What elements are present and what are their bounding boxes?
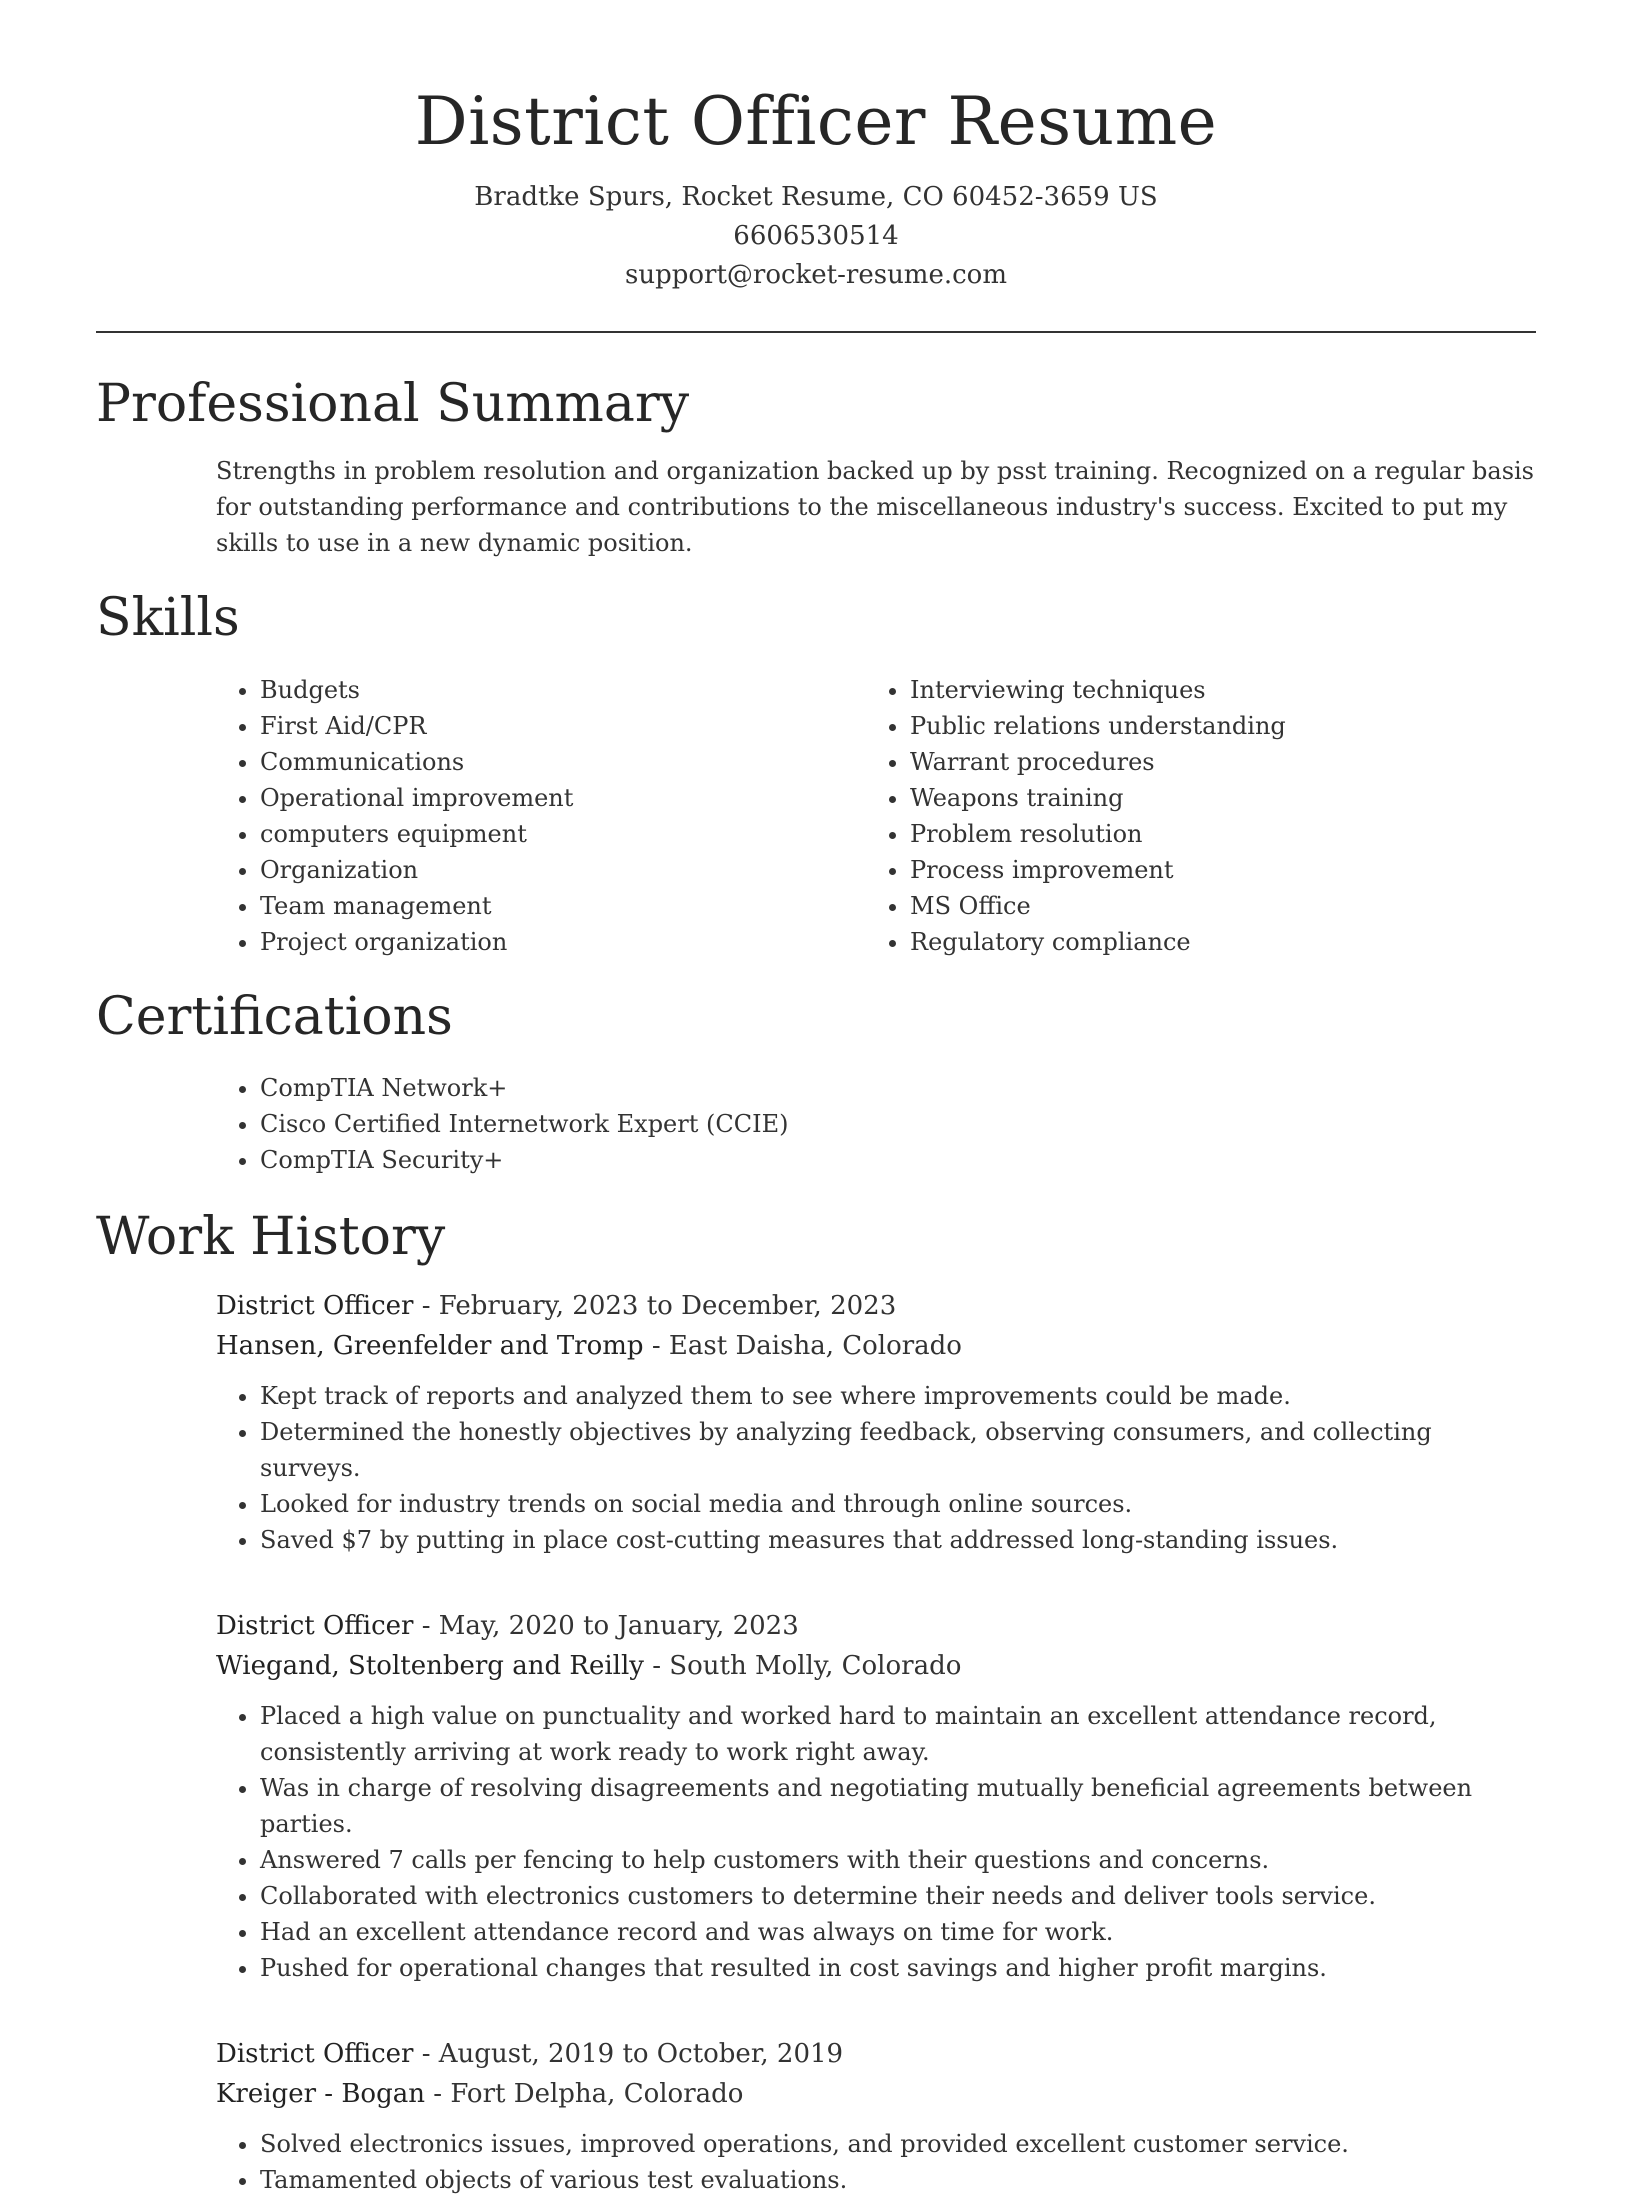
- job-duty: • Saved $7 by putting in place cost-cutting measures that addressed long-standing issues.: [260, 1522, 1536, 1558]
- job-title-line: District Officer - August, 2019 to October, 2019: [216, 2039, 844, 2070]
- resume-header: [96, 0, 1536, 295]
- section-heading-skills: Skills: [96, 588, 240, 649]
- job-duties-list: [216, 2126, 1536, 2198]
- certification-item: • Cisco Certified Internetwork Expert (CCIE): [260, 1106, 1536, 1142]
- header-divider: [96, 331, 1536, 333]
- job-company: Kreiger - Bogan: [216, 2079, 425, 2110]
- skill-item: • Operational improvement: [260, 780, 866, 816]
- skill-item: • Team management: [260, 888, 866, 924]
- contact-address: Bradtke Spurs, Rocket Resume, CO 60452-3659 US: [474, 181, 1158, 212]
- job-entry: [216, 1606, 1536, 1986]
- resume-page: [96, 0, 1536, 2198]
- skill-item: • Warrant procedures: [910, 744, 1516, 780]
- skill-item: • MS Office: [910, 888, 1516, 924]
- job-duty: • Tamamented objects of various test evaluations.: [260, 2162, 1536, 2198]
- job-title-line: District Officer - May, 2020 to January, 2023: [216, 1611, 799, 1642]
- skills-column-right: [866, 672, 1516, 960]
- job-duty: • Pushed for operational changes that resulted in cost savings and higher profit margins.: [260, 1950, 1536, 1986]
- job-dates: May, 2020 to January, 2023: [438, 1611, 799, 1642]
- certifications-list: [216, 1070, 1536, 1178]
- skill-item: • Project organization: [260, 924, 866, 960]
- resume-title: District Officer Resume: [414, 83, 1218, 160]
- certification-item: • CompTIA Network+: [260, 1070, 1536, 1106]
- skills-list-left: [216, 672, 866, 960]
- skills-list-right: [866, 672, 1516, 960]
- skill-item: • Weapons training: [910, 780, 1516, 816]
- skill-item: • Regulatory compliance: [910, 924, 1516, 960]
- summary-text: Strengths in problem resolution and organization backed up by psst training. Recognized on a regular basis for outstanding performance and contributions to the miscellaneous industry's success. Excited to put my skills to use in a new dynamic position.: [216, 457, 1534, 558]
- section-heading-certifications: Certifications: [96, 986, 453, 1047]
- contact-phone: 6606530514: [733, 220, 899, 251]
- skill-item: • Public relations understanding: [910, 708, 1516, 744]
- job-dates: August, 2019 to October, 2019: [438, 2039, 844, 2070]
- job-location: Fort Delpha, Colorado: [450, 2079, 744, 2110]
- job-entry: [216, 1286, 1536, 1558]
- job-duties-list: [216, 1378, 1536, 1558]
- contact-email: support@rocket-resume.com: [624, 259, 1007, 290]
- skill-item: • Communications: [260, 744, 866, 780]
- job-dates: February, 2023 to December, 2023: [438, 1291, 897, 1322]
- job-duty: • Solved electronics issues, improved operations, and provided excellent customer service.: [260, 2126, 1536, 2162]
- skills-grid: [216, 672, 1536, 960]
- job-duty: • Placed a high value on punctuality and worked hard to maintain an excellent attendance record, consistently arriving at work ready to work right away.: [260, 1698, 1536, 1770]
- skill-item: • computers equipment: [260, 816, 866, 852]
- job-title: District Officer: [216, 1611, 414, 1642]
- job-entry: [216, 2034, 1536, 2198]
- job-duty: • Collaborated with electronics customers to determine their needs and deliver tools service.: [260, 1878, 1536, 1914]
- job-duties-list: [216, 1698, 1536, 1986]
- skill-item: • Problem resolution: [910, 816, 1516, 852]
- job-duty: • Was in charge of resolving disagreements and negotiating mutually beneficial agreements between parties.: [260, 1770, 1536, 1842]
- professional-summary-section: [96, 373, 1536, 561]
- certifications-list-wrap: [216, 1070, 1536, 1178]
- job-company-line: Hansen, Greenfelder and Tromp - East Daisha, Colorado: [216, 1331, 962, 1362]
- certifications-section: [96, 986, 1536, 1178]
- job-company-line: Wiegand, Stoltenberg and Reilly - South Molly, Colorado: [216, 1651, 962, 1682]
- job-title: District Officer: [216, 1291, 414, 1322]
- section-heading-summary: Professional Summary: [96, 373, 690, 434]
- certification-item: • CompTIA Security+: [260, 1142, 1536, 1178]
- job-company: Hansen, Greenfelder and Tromp: [216, 1331, 644, 1362]
- skills-section: [96, 587, 1536, 959]
- contact-block: [96, 178, 1536, 295]
- job-duty: • Determined the honestly objectives by analyzing feedback, observing consumers, and collecting surveys.: [260, 1414, 1536, 1486]
- job-title-line: District Officer - February, 2023 to December, 2023: [216, 1291, 897, 1322]
- skills-column-left: [216, 672, 866, 960]
- skill-item: • Organization: [260, 852, 866, 888]
- job-location: East Daisha, Colorado: [668, 1331, 962, 1362]
- job-title: District Officer: [216, 2039, 414, 2070]
- work-history-section: [96, 1206, 1536, 2198]
- skill-item: • Budgets: [260, 672, 866, 708]
- job-duty: • Answered 7 calls per fencing to help customers with their questions and concerns.: [260, 1842, 1536, 1878]
- skill-item: • Interviewing techniques: [910, 672, 1516, 708]
- job-duty: • Had an excellent attendance record and was always on time for work.: [260, 1914, 1536, 1950]
- skill-item: • First Aid/CPR: [260, 708, 866, 744]
- job-company: Wiegand, Stoltenberg and Reilly: [216, 1651, 644, 1682]
- job-location: South Molly, Colorado: [669, 1651, 962, 1682]
- job-duty: • Looked for industry trends on social media and through online sources.: [260, 1486, 1536, 1522]
- job-duty: • Kept track of reports and analyzed them to see where improvements could be made.: [260, 1378, 1536, 1414]
- skill-item: • Process improvement: [910, 852, 1516, 888]
- section-heading-work-history: Work History: [96, 1207, 446, 1268]
- job-company-line: Kreiger - Bogan - Fort Delpha, Colorado: [216, 2079, 744, 2110]
